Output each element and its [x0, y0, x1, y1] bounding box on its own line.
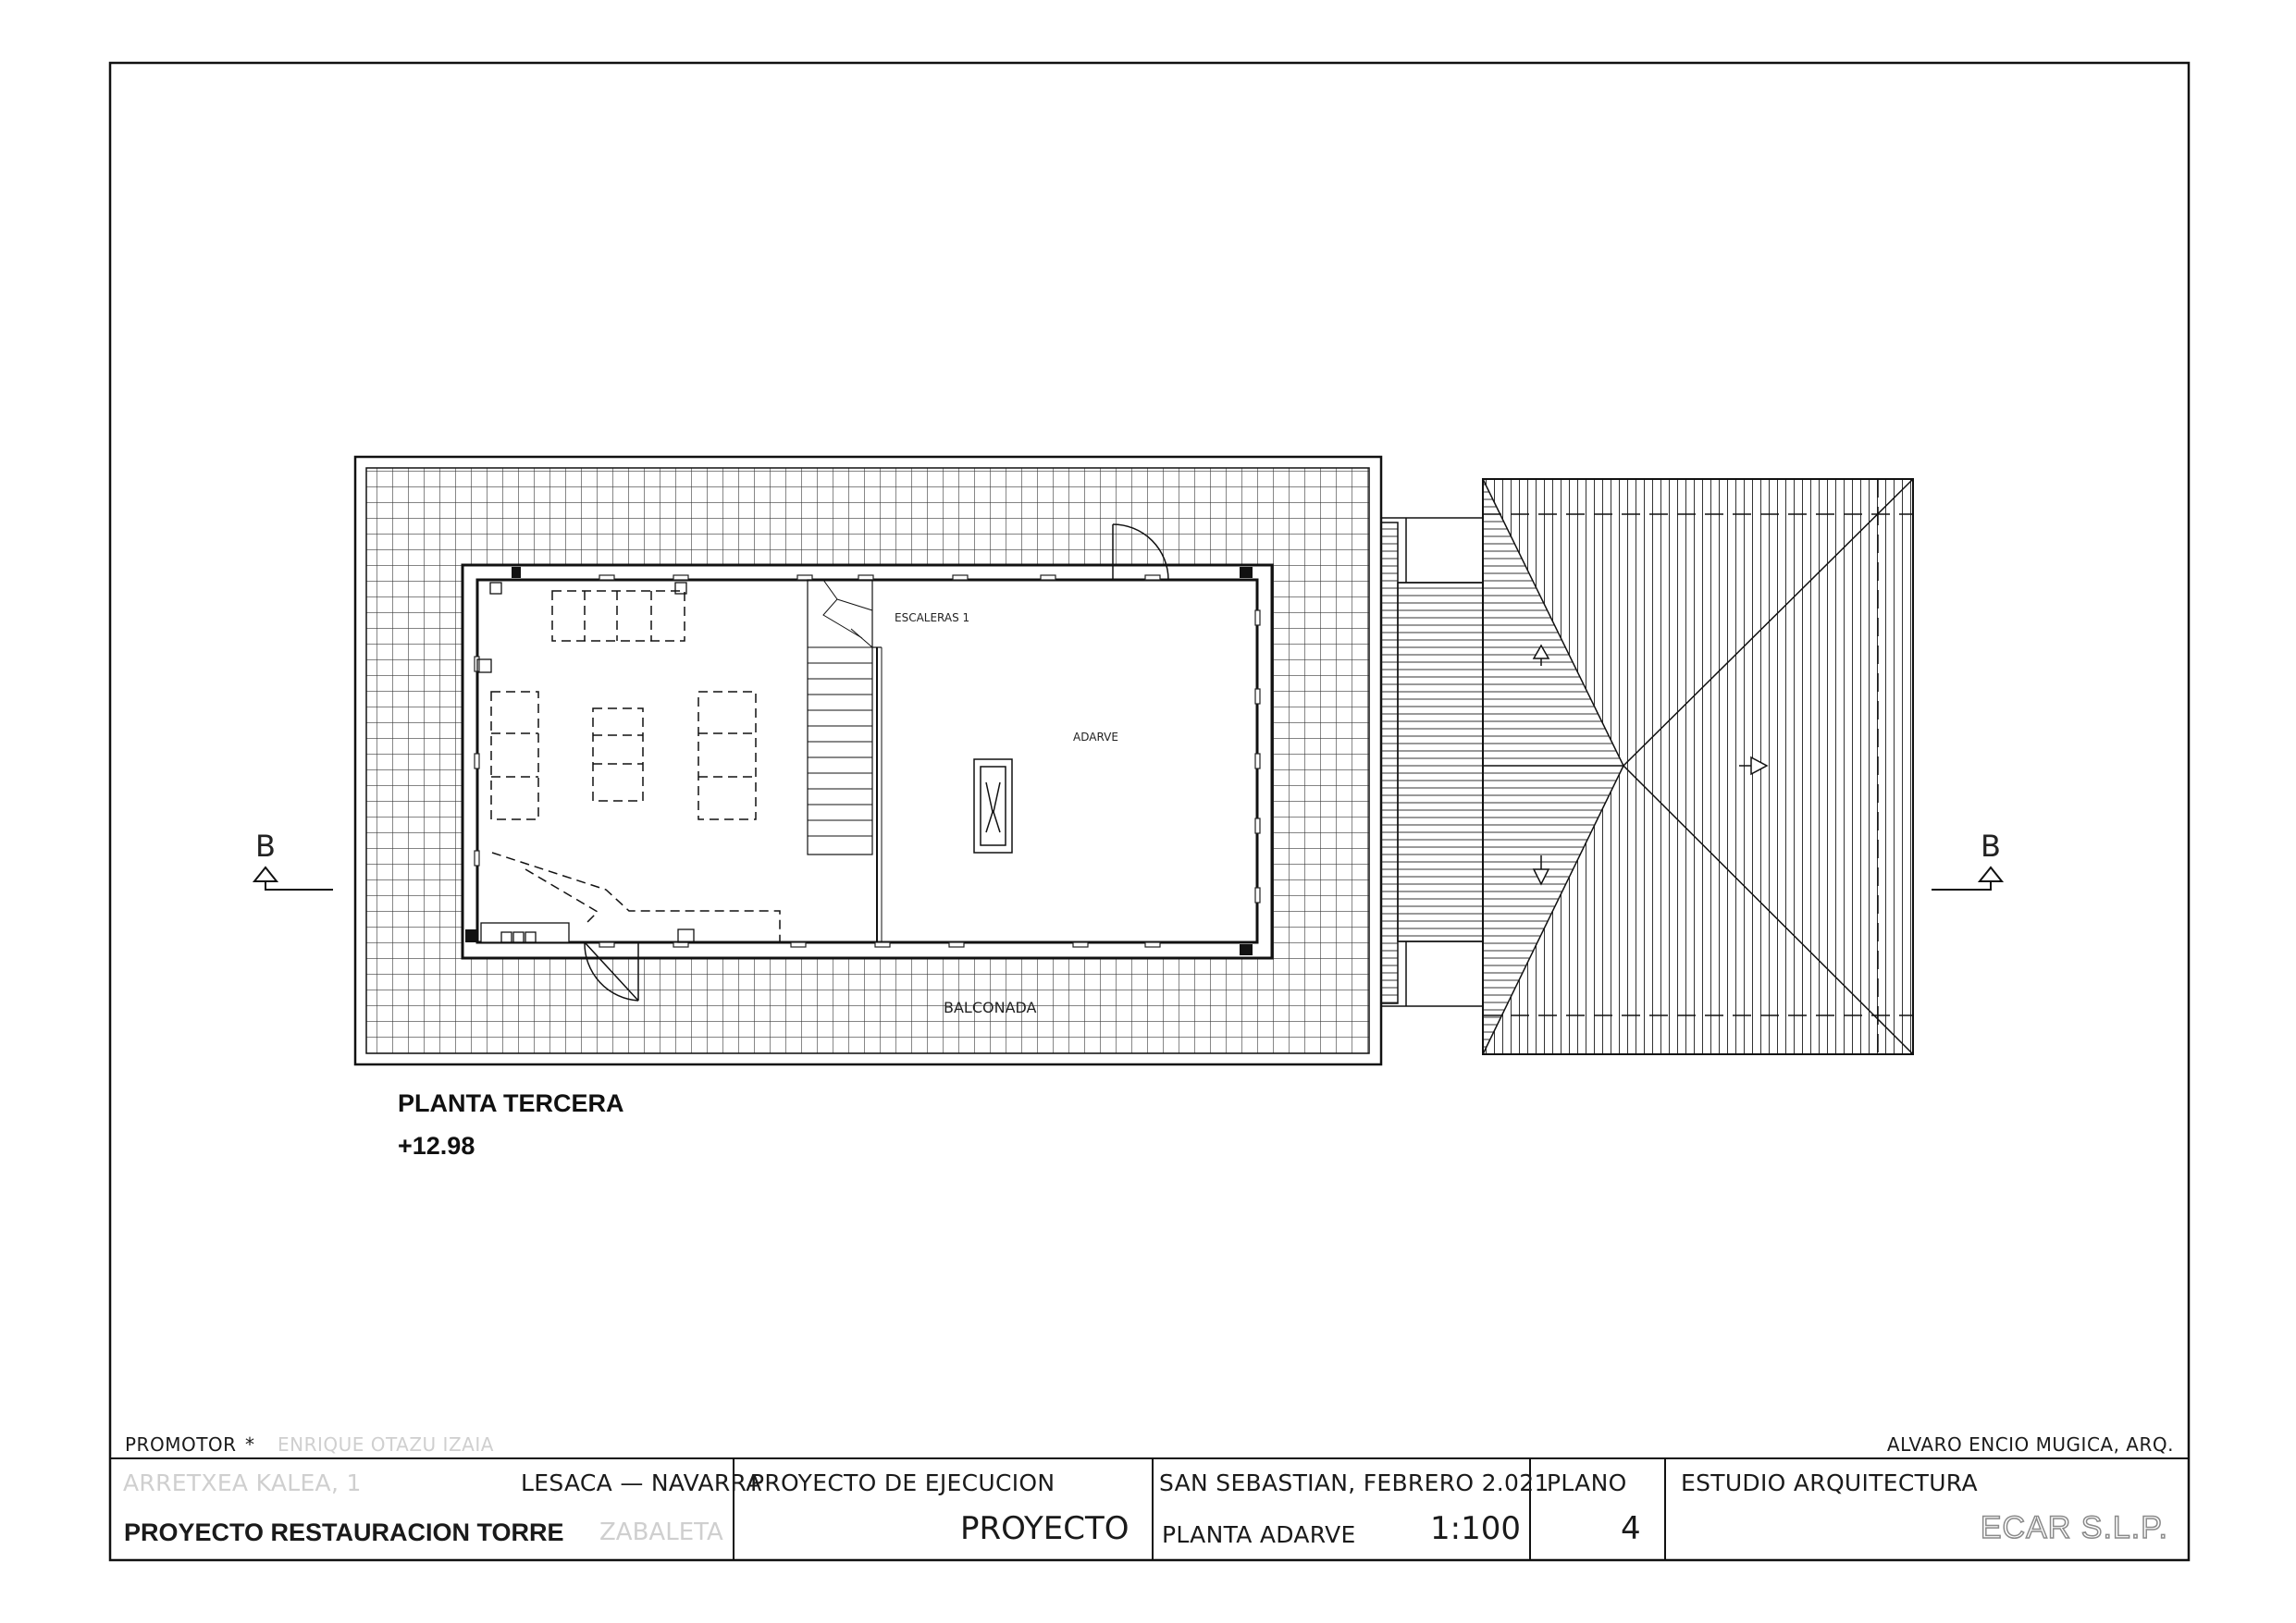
plano-label: PLANO: [1547, 1469, 1627, 1496]
plan-level: +12.98: [398, 1132, 475, 1160]
project-title: PROYECTO RESTAURACION TORRE: [124, 1518, 564, 1546]
promotor-label: PROMOTOR: [125, 1433, 237, 1456]
plan-title: PLANTA TERCERA: [398, 1089, 624, 1117]
location: LESACA — NAVARRA: [521, 1469, 762, 1496]
promotor-name: ENRIQUE OTAZU IZAIA: [278, 1433, 494, 1456]
section-label-left: B: [255, 829, 276, 864]
project-name-tail: ZABALETA: [599, 1518, 723, 1546]
room-label-stairs: ESCALERAS 1: [895, 611, 970, 624]
connector-roof: [1381, 518, 1483, 1006]
plano-number: 4: [1621, 1510, 1641, 1547]
room-label-balcony: BALCONADA: [944, 999, 1037, 1016]
architect-name: ALVARO ENCIO MUGICA, ARQ.: [1886, 1433, 2174, 1456]
section-label-right: B: [1981, 829, 2001, 864]
floor-plan: [254, 457, 2002, 1064]
sheet-name: PLANTA ADARVE: [1162, 1521, 1356, 1548]
project-type: PROYECTO DE EJECUCION: [750, 1469, 1055, 1496]
address: ARRETXEA KALEA, 1: [123, 1469, 362, 1496]
section-mark-right: [1932, 867, 2002, 890]
section-mark-left: [254, 867, 333, 890]
project-word: PROYECTO: [960, 1510, 1129, 1547]
building-inner-wall: [477, 580, 1257, 942]
studio-logo: ECAR S.L.P.: [1980, 1510, 2168, 1545]
place-date: SAN SEBASTIAN, FEBRERO 2.021: [1159, 1469, 1549, 1496]
studio-label: ESTUDIO ARQUITECTURA: [1681, 1469, 1978, 1496]
promotor-mark: *: [245, 1433, 255, 1456]
scale: 1:100: [1430, 1510, 1521, 1547]
hip-roof: [1483, 479, 1913, 1054]
room-label-walkway: ADARVE: [1073, 731, 1118, 744]
